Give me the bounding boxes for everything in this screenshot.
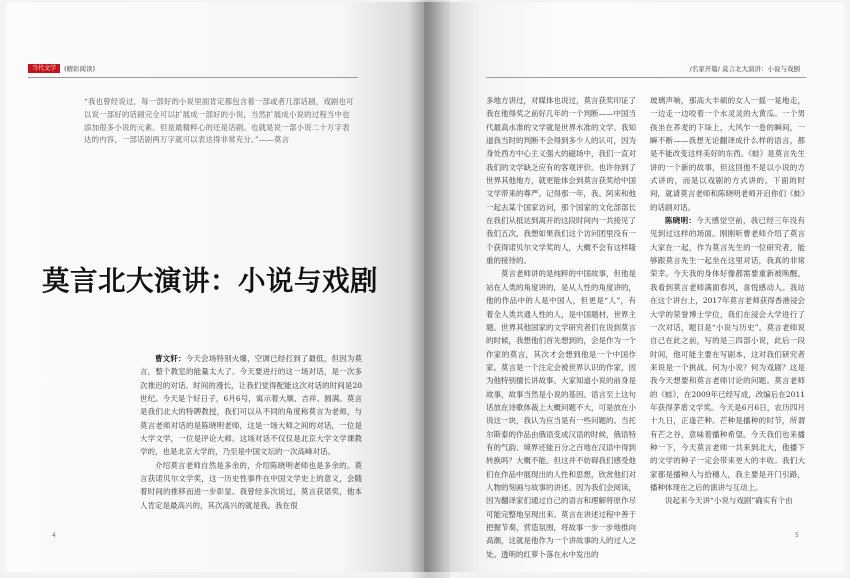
paragraph-text: 玻璃声响，那高大丰硕的女人一摇一晃地走，一边走一边咬着一个水灵灵的大黄瓜。一个男孩坐在荞麦的下垛上，大风乍一卷的瞬间，一瞬不断——我想无论翻译成什么样的语言，都是不能改变这样美好的东西。《蛙》是莫言先生讲的一个新的故事，但这回他不是以小说的方式讲的，而是以戏剧的方式讲的。下面的时间，就请莫言老师和陈晓明老师开启你们《蛙》的话剧对话。	[650, 96, 805, 212]
paragraph	[140, 459, 362, 512]
paragraph	[140, 352, 362, 459]
left-header-rule	[28, 77, 358, 78]
pull-quote: “我也曾经说过，每一部好的小说里面肯定都包含着一部或者几部话剧，戏剧也可以说一部好的话剧完全可以扩展成一部好的小说，当然扩展成小说的过程当中也添加很多小说的元素。但是最精粹心的还是话剧。也就是说一部小说二十万字表达的内容，一部话剧两万字就可以表达得非常充分。”——莫言	[84, 97, 354, 145]
page-number-left: 4	[52, 532, 56, 539]
article-title: 莫言北大演讲：小说与戏剧	[42, 265, 378, 297]
paragraph-text: 今天感觉空前，我已经三年没有见到过这样的场面。刚刚听曹老师介绍了莫言大家在一起，作为莫言先生的一位研究者，能够跟莫言先生一起坐在这里对话，我真的非常荣幸。今天我的身体好像都需要重新被唤醒。我看到莫言老师满面春风，喜悦感动人。我站在这个讲台上，2017年莫言老师获得香港浸会大学的荣誉博士学位，我们在浸会大学进行了一次对话，题目是“小说与历史”。莫言老师说自己在此之前，写的是三四部小说，此后一段时间，他可能主要在写剧本，这对我们研究者来说是一个挑战。何为小说？何为戏剧？这是我今天想要和莫言老师讨论的问题。莫言老师的《蛙》，在2009年已经写成，改编后在2011年获得茅盾文学奖。今天是6月6日，农历四月十九日，正逢芒种。芒种是播种的时节，所谓有芒之谷，意味着播种希望。今天我们也来播种一下，今天莫言老师一共来到北大，他播下的文学的种子一定会带来更大的丰收。我们大家都是播种人与拾穗人，我主要是开门引路，播种体现在之后的演讲与互动上。	[650, 216, 806, 492]
paragraph-text: 介绍莫言老师自然是多余的，介绍陈晓明老师也是多余的。莫言获诺贝尔文学奖，这一历史性事件在中国文学史上的意义，会随着时间的推移而进一步彰显。我曾经多次说过，莫言获诺奖，他本人肯定是最高兴的，其次高兴的就是我。我在很	[140, 460, 362, 510]
paragraph-text: 莫言老师讲的是纯粹的中国故事，但他是站在人类的角度讲的，是从人性的角度讲的，他的作品中的人是中国人，但更是“人”，有着全人类共通人性的人，是中国题材，世界主题。世界其他国家的文学研究者们在说到莫言的时候，我想他们首先想到的，会是作为一个作家的莫言，其次才会想到他是一个中国作家。莫言是一个注定会被世界认识的作家，因为他特别擅长讲故事。大家知道小说的前身是故事，故事当然是小说的基因。语言至上这句话放在诗歌体裁上大概问题不大，可是放在小说这一块，我认为应当是有一些问题的。当托尔斯泰的作品由俄语变成汉语的时候，俄语特有的气韵、境界还能百分之百地在汉语中得到转换吗？大概不能。但这并不妨碍我们感受他们在作品中展现出的人性和思想，欣赏他们对人物的刻画与故事的讲述。因为我们会阅读，因为翻译家们通过自己的语言和理解将原作尽可能完整地呈现出来。莫言在讲述过程中善于把握节奏，营造氛围，将故事一步一步地推向高潮，这就是他作为一个讲故事的人的过人之处。透明的红萝卜落在水中发出的	[486, 269, 636, 559]
speaker-label: 曹文轩：	[155, 354, 186, 363]
left-header	[28, 64, 95, 73]
paragraph-text: 多地方讲过，对媒体也说过，莫言获奖印证了我在他得奖之前好几年的一个判断——中国当代最高水准的文学就是世界水准的文学。我知道我当时的判断不会得到多少人的认可，因为身处西方中心主义强大的磁场中，我们一直对我们的文学缺乏应有的客观评价。也许你到了世界其他地方，就更能体会到莫言获奖给中国文学带来的尊严。记得那一年，我、阿来和他一起去某个国家访问，那个国家的文化部部长在我们从抵达到离开的这段时间内一共接见了我们五次，我想如果我们这个访问团里没有一个获得诺贝尔文学奖的人，大概不会有这样隆重的接待的。	[486, 96, 636, 266]
speaker-label: 陈晓明：	[665, 216, 697, 226]
gutter-shadow	[410, 0, 450, 578]
paragraph	[650, 494, 805, 507]
right-body-column-1	[486, 94, 636, 559]
paragraph	[650, 214, 805, 494]
right-header-section: /名家开篇/ 莫言北大演讲：小说与戏剧	[689, 65, 800, 73]
paragraph	[486, 267, 636, 561]
paragraph-text: 说起来今天讲“小说与戏剧”确实有个由	[665, 496, 793, 506]
paragraph	[650, 94, 805, 214]
right-header-rule	[486, 77, 806, 78]
paragraph-text: 今天会场特别火爆，空调已经打到了最低，但因为莫言，整个教室的能量太大了。今天要进行的这一场对话，是一次多次推迟的对话。时间的漫长，让我们觉得配能这次对话的时间是20世纪。今天是个好日子，6月6号，寓示着大顺、吉祥、圆满。莫言是我们北大的特聘教授，我们可以从不同的角度称莫言为老师，与莫言老师对话的是陈晓明老师，这是一场大师之间的对话，一位是大学文学，一位是评论大师。这场对话不仅仅是北京大学文学课教学的，也是北京大学的，乃至是中国文坛的一次高峰对话。	[140, 354, 363, 457]
page-number-right: 5	[795, 532, 799, 539]
paragraph	[486, 94, 636, 267]
left-header-section: (精彩阅读)	[64, 65, 96, 73]
right-body-column-2	[650, 94, 805, 508]
left-body-column	[140, 352, 362, 512]
magazine-logo: 当代文学	[28, 64, 60, 73]
